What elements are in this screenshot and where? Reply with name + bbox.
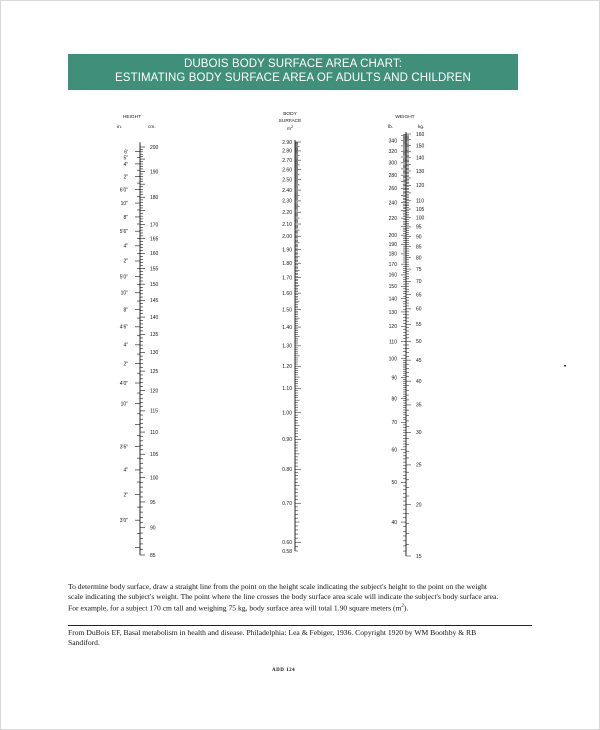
surface-label: 1.80 xyxy=(282,260,292,267)
height-inch-label: 4'0" xyxy=(119,380,128,387)
height-inch-label: 8" xyxy=(123,214,128,221)
surface-label: 2.50 xyxy=(282,177,292,184)
page-code: ADD 124 xyxy=(272,668,296,673)
weight-scale-title: WEIGHT xyxy=(395,115,415,120)
surface-label: 1.20 xyxy=(282,364,292,371)
height-cm-label: 125 xyxy=(150,368,159,375)
height-inch-label: 6' xyxy=(124,149,128,156)
weight-kg-label: 150 xyxy=(416,143,425,150)
surface-label: 0.70 xyxy=(282,501,292,508)
height-inch-label: 4" xyxy=(123,243,128,250)
surface-label: 1.00 xyxy=(282,410,292,417)
weight-kg-label: 30 xyxy=(416,430,422,437)
weight-kg-label: 75 xyxy=(416,266,422,273)
height-cm-label: 130 xyxy=(150,350,159,357)
surface-label: 1.10 xyxy=(282,386,292,393)
citation-line-2: Sandiford. xyxy=(68,638,100,647)
height-inch-label: 8" xyxy=(123,307,128,314)
height-inch-label: 2" xyxy=(123,492,128,499)
height-unit-inches: in. xyxy=(117,125,123,130)
height-cm-label: 120 xyxy=(150,388,159,395)
weight-kg-label: 95 xyxy=(416,224,422,231)
height-cm-label: 200 xyxy=(150,144,159,151)
weight-lb-label: 140 xyxy=(388,296,397,303)
surface-unit: $m^2$ xyxy=(287,125,293,132)
height-unit-cm: cm. xyxy=(148,125,156,130)
height-cm-label: 180 xyxy=(150,195,159,202)
weight-kg-label: 90 xyxy=(416,234,422,241)
surface-label: 1.40 xyxy=(282,324,292,331)
instructions-line-1: To determine body surface, draw a straight line from the point on the height scale indicating the subject's height to the point on the weight xyxy=(68,582,488,591)
surface-label: 2.80 xyxy=(282,148,292,155)
surface-label: 0.60 xyxy=(282,540,292,547)
height-scale-title: HEIGHT xyxy=(122,115,142,120)
height-inch-label: 5" xyxy=(123,155,128,162)
height-cm-label: 145 xyxy=(150,298,159,305)
surface-scale-title-1: BODY xyxy=(283,112,297,117)
weight-lb-label: 280 xyxy=(388,172,397,179)
weight-lb-label: 90 xyxy=(391,375,397,382)
height-cm-label: 95 xyxy=(150,499,156,506)
weight-scale xyxy=(389,132,425,560)
height-cm-label: 105 xyxy=(150,452,159,459)
height-cm-label: 85 xyxy=(150,552,156,559)
weight-kg-label: 100 xyxy=(416,215,425,222)
height-cm-label: 165 xyxy=(150,236,159,243)
height-inch-label: 10" xyxy=(120,401,128,408)
surface-label: 1.30 xyxy=(282,343,292,350)
weight-kg-label: 55 xyxy=(416,322,422,329)
chart-title-line2: ESTIMATING BODY SURFACE AREA OF ADULTS AND CHILDREN xyxy=(115,72,471,84)
weight-lb-label: 160 xyxy=(388,272,397,279)
surface-label: 0.80 xyxy=(282,467,292,474)
weight-lb-label: 260 xyxy=(388,186,397,193)
weight-kg-label: 65 xyxy=(416,292,422,299)
weight-kg-label: 25 xyxy=(416,462,422,469)
height-cm-label: 170 xyxy=(150,222,159,229)
weight-kg-label: 130 xyxy=(416,168,425,175)
surface-label: 2.40 xyxy=(282,187,292,194)
surface-label: 1.60 xyxy=(282,290,292,297)
height-cm-label: 110 xyxy=(150,429,158,436)
weight-lb-label: 300 xyxy=(388,160,397,167)
weight-lb-label: 120 xyxy=(388,324,397,331)
height-inch-label: 5'6" xyxy=(119,229,128,236)
height-inch-label: 2" xyxy=(123,258,128,265)
weight-kg-label: 45 xyxy=(416,357,422,364)
surface-label: 2.00 xyxy=(282,234,292,241)
weight-lb-label: 200 xyxy=(388,232,397,239)
height-inch-label: 2" xyxy=(123,174,128,181)
weight-lb-label: 170 xyxy=(388,261,397,268)
weight-kg-label: 80 xyxy=(416,255,422,262)
weight-lb-label: 70 xyxy=(391,420,397,427)
height-inch-label: 4" xyxy=(123,161,128,168)
weight-lb-label: 190 xyxy=(388,242,397,249)
instructions-line-3: For example, for a subject 170 cm tall and weighing 75 kg, body surface area will total 1.90 square meters $(m^2)$. xyxy=(68,603,409,613)
surface-label: 1.70 xyxy=(282,275,292,282)
divider-rule xyxy=(68,625,532,626)
weight-lb-label: 110 xyxy=(389,339,397,346)
height-cm-label: 100 xyxy=(150,475,159,482)
weight-unit-kg: kg. xyxy=(418,125,425,130)
height-inch-label: 2" xyxy=(123,361,128,368)
weight-lb-label: 80 xyxy=(391,396,397,403)
height-cm-label: 115 xyxy=(150,408,158,415)
height-inch-label: 10" xyxy=(120,200,128,207)
instructions-paragraph xyxy=(68,582,538,614)
weight-kg-label: 160 xyxy=(416,131,425,138)
weight-lb-label: 40 xyxy=(391,519,397,526)
weight-lb-label: 320 xyxy=(388,149,397,156)
citation xyxy=(68,628,538,648)
chart-title-line1: DUBOIS BODY SURFACE AREA CHART: xyxy=(183,58,403,70)
height-inch-label: 5'0" xyxy=(119,274,128,281)
height-cm-label: 160 xyxy=(150,251,159,258)
weight-kg-label: 110 xyxy=(416,198,424,205)
height-cm-label: 150 xyxy=(150,281,159,288)
height-inch-label: 4" xyxy=(123,467,128,474)
weight-kg-label: 50 xyxy=(416,339,422,346)
surface-label: 2.30 xyxy=(282,198,292,205)
height-cm-label: 90 xyxy=(150,525,156,532)
weight-kg-label: 40 xyxy=(416,378,422,385)
height-inch-label: 4'6" xyxy=(119,324,128,331)
surface-label: 2.60 xyxy=(282,167,292,174)
surface-label: 1.50 xyxy=(282,307,292,314)
weight-lb-label: 240 xyxy=(388,200,397,207)
weight-unit-lb: lb. xyxy=(388,125,394,130)
weight-kg-label: 70 xyxy=(416,279,422,286)
height-scale xyxy=(120,142,159,559)
weight-kg-label: 120 xyxy=(416,183,425,190)
surface-scale-title-2: SURFACE xyxy=(278,119,302,124)
weight-lb-label: 60 xyxy=(391,447,397,454)
instructions-line-2: scale indicating the subject's weight. The point where the line crosses the body surface area scale will indicate the subject's body surface area. xyxy=(68,592,499,601)
surface-label: 1.90 xyxy=(282,247,292,254)
weight-kg-label: 60 xyxy=(416,306,422,313)
height-inch-label: 4" xyxy=(123,342,128,349)
surface-scale xyxy=(282,140,301,555)
height-inch-label: 3'0" xyxy=(119,518,128,525)
weight-lb-label: 180 xyxy=(388,251,397,258)
surface-label: 0.90 xyxy=(282,437,292,444)
height-cm-label: 135 xyxy=(150,332,159,339)
height-inch-label: 3'6" xyxy=(119,444,128,451)
surface-label: 2.70 xyxy=(282,157,292,164)
surface-label: 2.90 xyxy=(282,139,292,146)
weight-kg-label: 105 xyxy=(416,206,425,213)
height-cm-label: 155 xyxy=(150,266,159,273)
weight-lb-label: 150 xyxy=(388,284,397,291)
height-inch-label: 6'0" xyxy=(119,187,128,194)
height-cm-label: 140 xyxy=(150,314,159,321)
weight-kg-label: 20 xyxy=(416,502,422,509)
citation-line-1: From DuBois EF, Basal metabolism in health and disease. Philadelphia: Lea & Febiger, 1936. Copyright 1920 by WM Boothby & RB xyxy=(68,628,477,637)
height-cm-label: 190 xyxy=(150,169,159,176)
weight-lb-label: 130 xyxy=(388,309,397,316)
weight-lb-label: 220 xyxy=(388,215,397,222)
weight-lb-label: 100 xyxy=(388,356,397,363)
weight-kg-label: 85 xyxy=(416,244,422,251)
weight-kg-label: 15 xyxy=(416,553,422,560)
weight-kg-label: 35 xyxy=(416,402,422,409)
weight-kg-label: 140 xyxy=(416,155,425,162)
surface-label: 2.20 xyxy=(282,210,292,217)
surface-label: 0.58 xyxy=(282,548,292,555)
weight-lb-label: 340 xyxy=(388,138,397,145)
height-inch-label: 10" xyxy=(120,290,128,297)
stray-mark xyxy=(564,365,566,367)
weight-lb-label: 50 xyxy=(391,480,397,487)
surface-label: 2.10 xyxy=(282,221,292,228)
